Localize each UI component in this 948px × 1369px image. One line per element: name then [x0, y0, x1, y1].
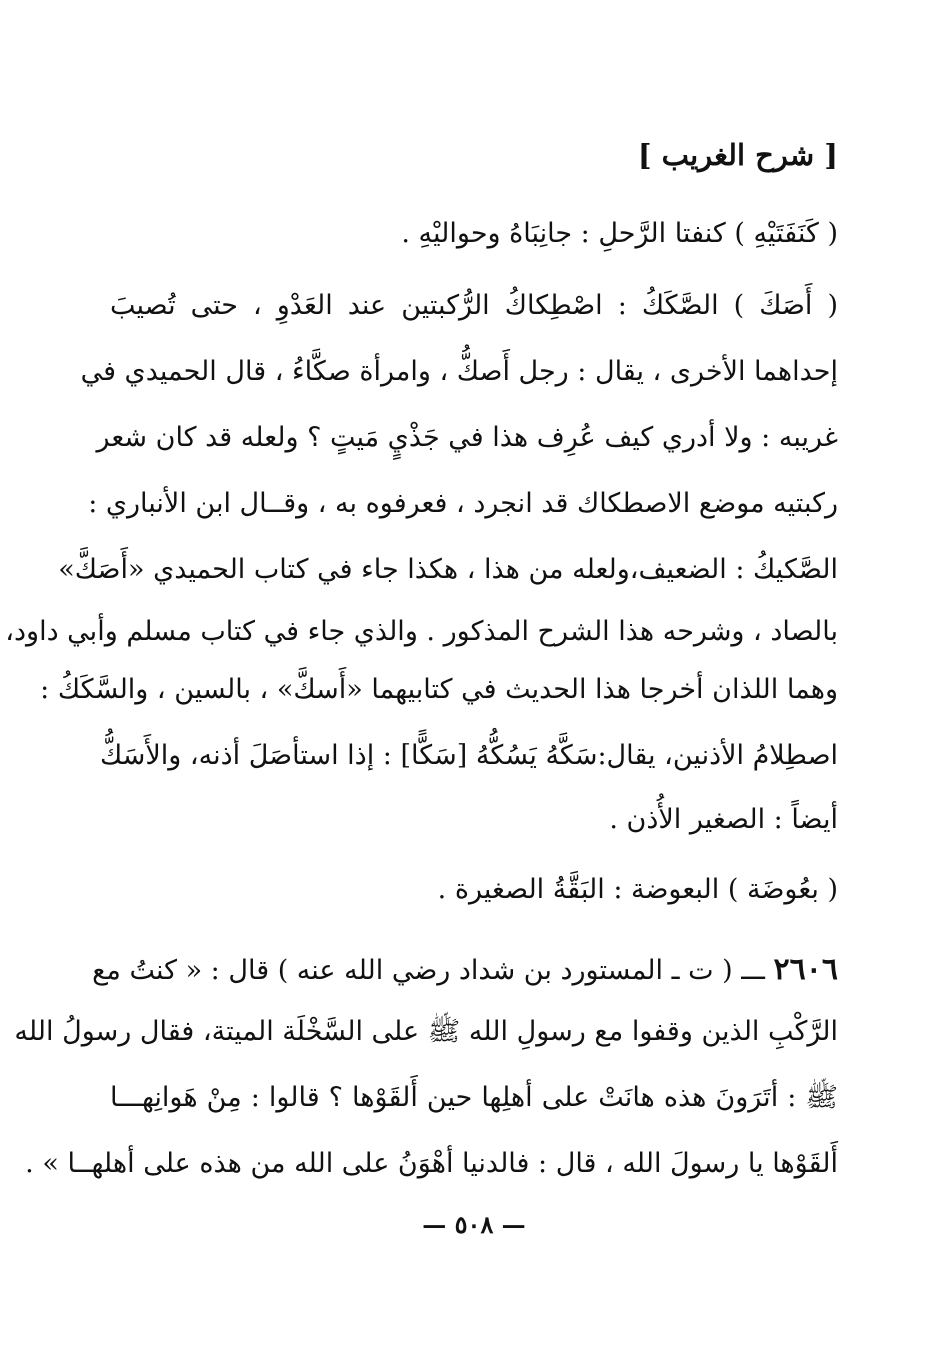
gloss-line: ركبتيه موضع الاصطكاك قد انجرد ، فعرفوه به ، وقــال ابن الأنباري :: [88, 488, 838, 519]
gloss-line: أيضاً : الصغير الأُذن .: [609, 804, 838, 835]
gloss-line: بالصاد ، وشرحه هذا الشرح المذكور . والذي جاء في كتاب مسلم وأبي داود،: [5, 616, 838, 647]
section-heading: [ شرح الغريب ]: [637, 138, 838, 172]
gloss-line: غريبه : ولا أدري كيف عُرِف هذا في جَذْيٍ مَيتٍ ؟ ولعله قد كان شعر: [96, 422, 838, 453]
gloss-line: اصطِلامُ الأذنين، يقال:سَكَّهُ يَسُكُّهُ [سَكًّا] : إذا استأصَلَ أذنه، والأَسَكُّ: [100, 740, 838, 771]
hadith-number: ٢٦٠٦: [773, 952, 838, 987]
hadith-line: ﷺ : أتَرَونَ هذه هانَتْ على أهلِها حين أَلقَوْها ؟ قالوا : مِنْ هَوانِهـــا: [110, 1082, 838, 1113]
gloss-line-asakka: ( أَصَكَ ) الصَّكَكُ : اصْطِكاكُ الرُّكبتين عند العَدْوِ ، حتى تُصيبَ: [110, 290, 838, 321]
gloss-line: إحداهما الأخرى ، يقال : رجل أَصكُّ ، وامرأة صكَّاءُ ، قال الحميدي في: [80, 356, 838, 387]
gloss-line: الصَّكيكُ : الضعيف،ولعله من هذا ، هكذا جاء في كتاب الحميدي «أَصَكَّ»: [58, 554, 838, 585]
hadith-line: ـــ ( ت ـ المستورد بن شداد رضي الله عنه ) قال : « كنتُ مع: [92, 955, 765, 986]
gloss-line: وهما اللذان أخرجا هذا الحديث في كتابيهما «أَسكَّ» ، بالسين ، والسَّكَكُ :: [40, 674, 838, 705]
gloss-line-kanafatayhi: ( كَنَفَتَيْهِ ) كنفتا الرَّحلِ : جانِبَاهُ وحواليْهِ .: [401, 218, 838, 249]
page-number: — ٥٠٨ —: [422, 1210, 526, 1239]
hadith-line: أَلقَوْها يا رسولَ الله ، قال : فالدنيا أهْوَنُ على الله من هذه على أهلهــا » .: [25, 1148, 838, 1179]
gloss-line-baudah: ( بعُوضَة ) البعوضة : البَقَّةُ الصغيرة .: [437, 874, 838, 905]
hadith-line: الرَّكْبِ الذين وقفوا مع رسولِ الله ﷺ على السَّخْلَة الميتة، فقال رسولُ الله: [14, 1016, 838, 1047]
hadith-first-line: [92, 950, 838, 991]
